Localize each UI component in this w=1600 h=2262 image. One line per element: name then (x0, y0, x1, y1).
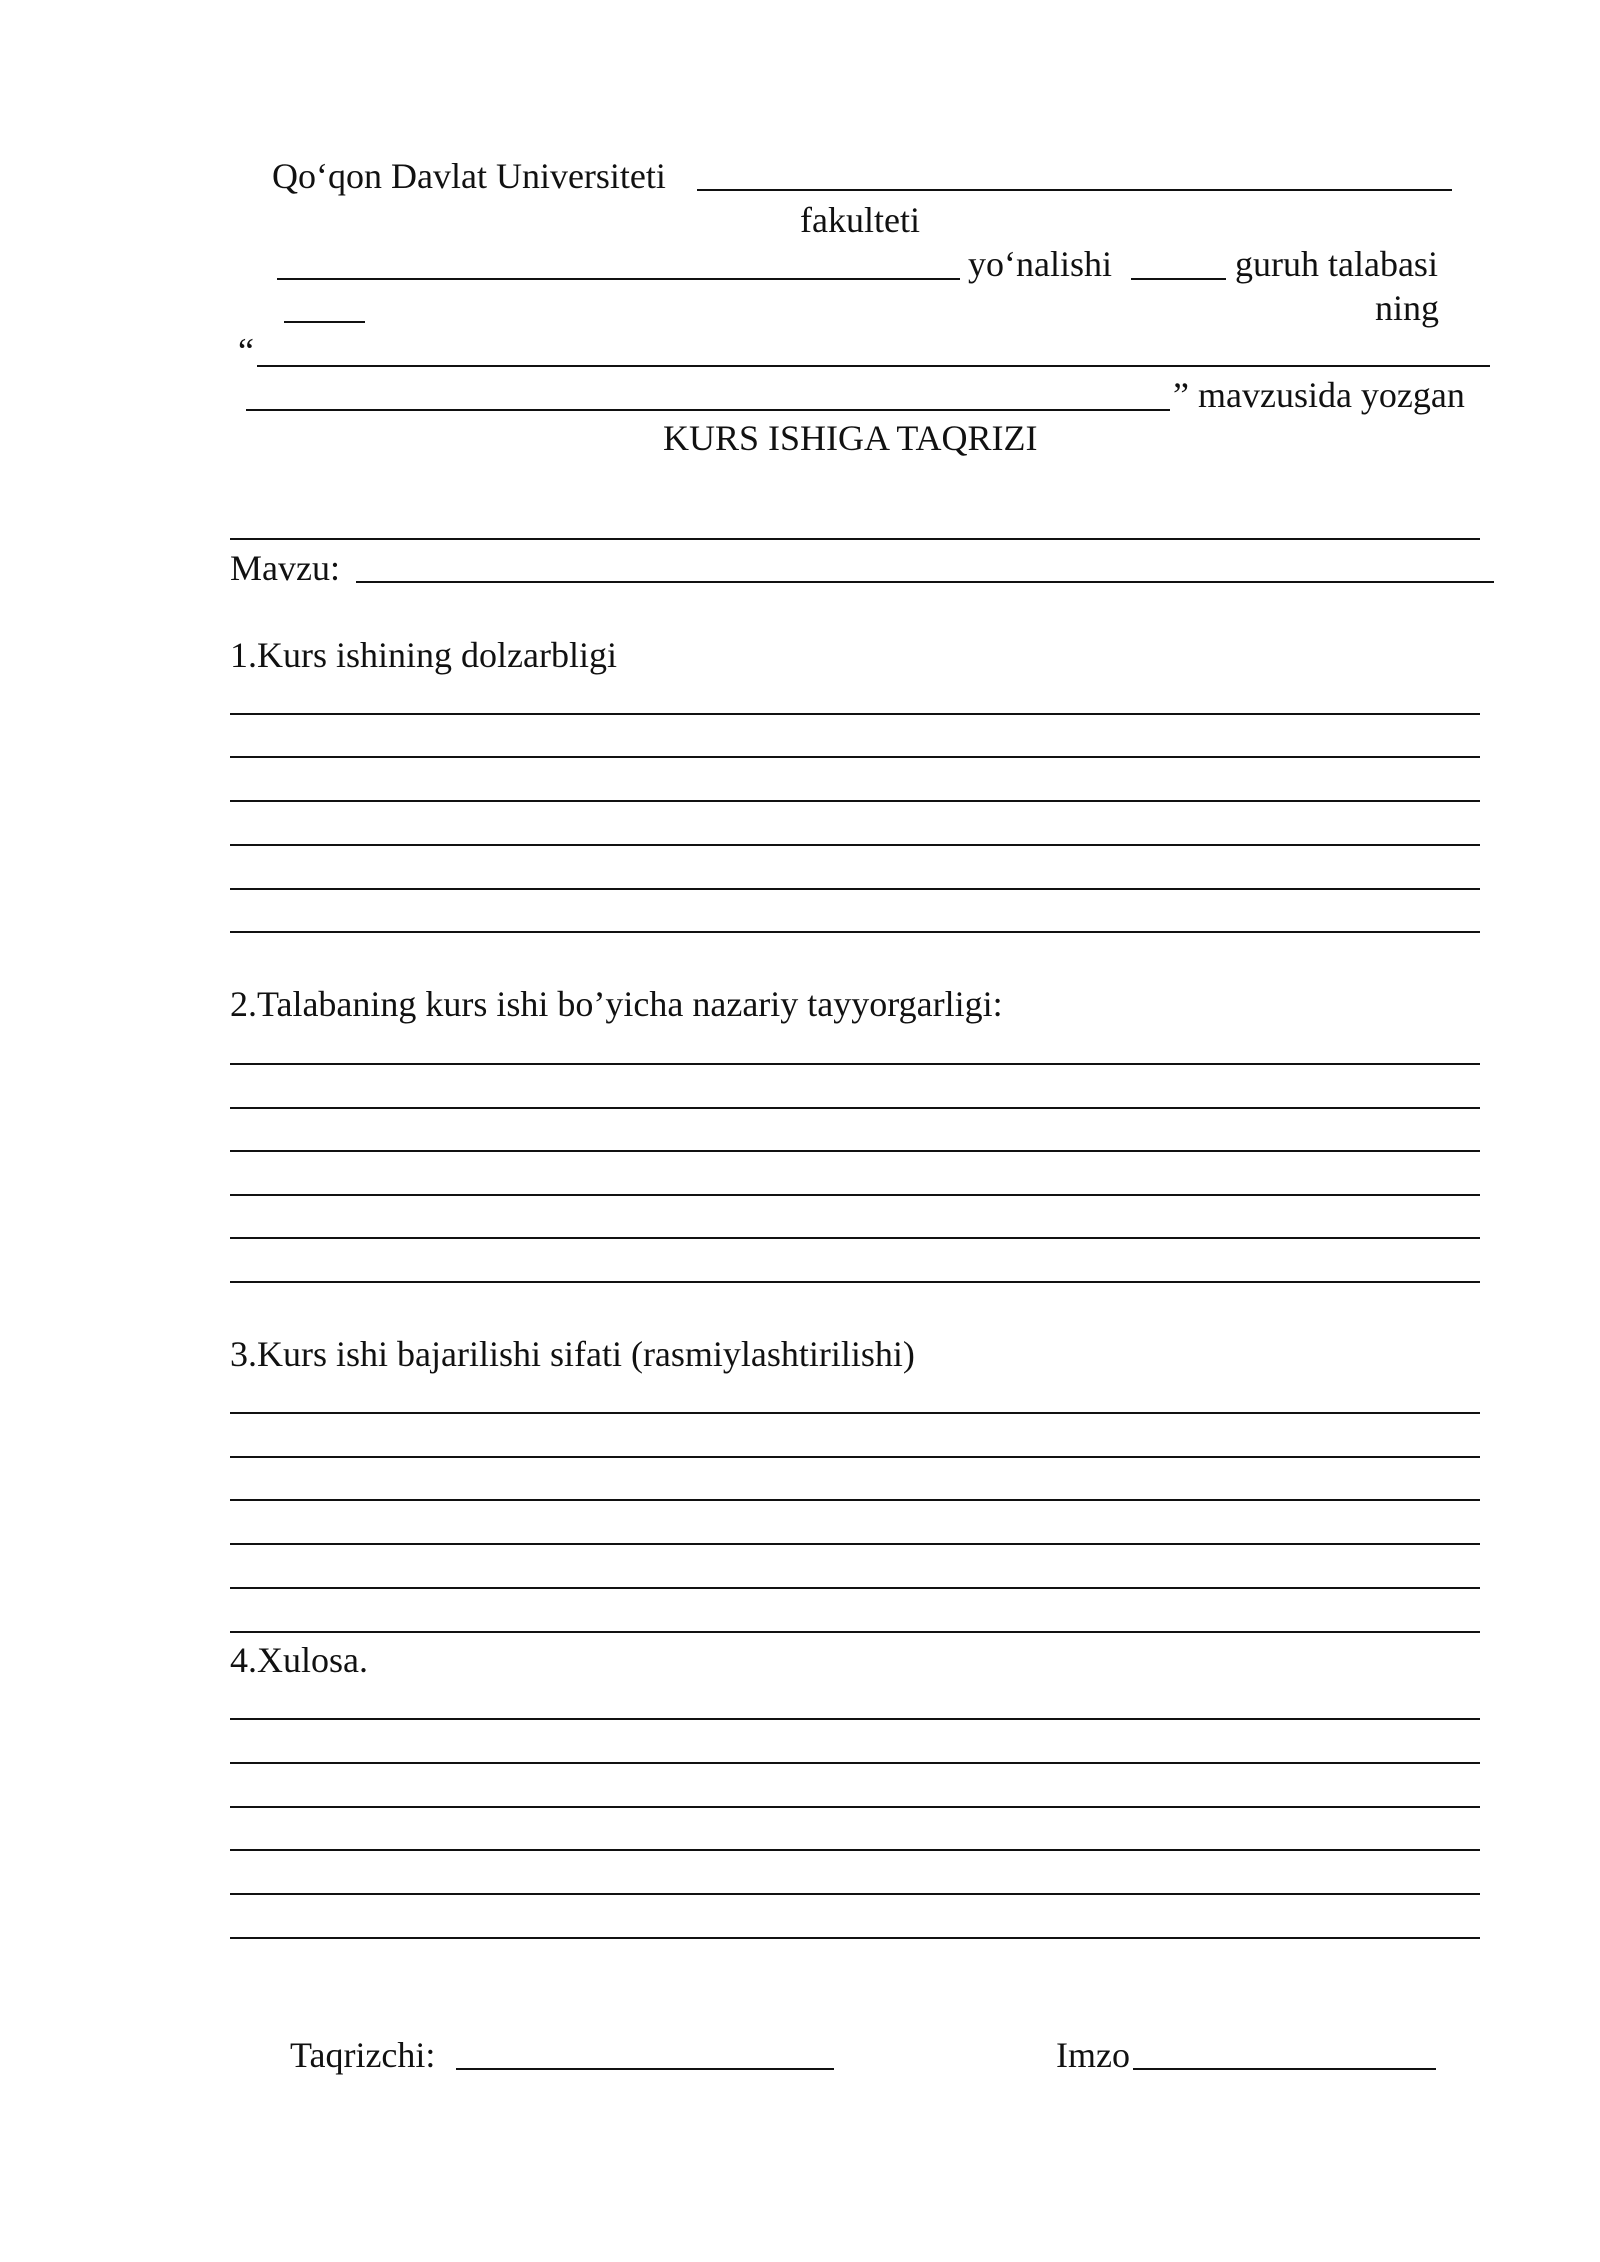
reviewer-name-field[interactable] (456, 2068, 834, 2070)
reviewer-label: Taqrizchi: (290, 2035, 436, 2075)
section-1-heading: 1.Kurs ishining dolzarbligi (230, 635, 617, 675)
section-1-line[interactable] (230, 713, 1480, 715)
blank-line[interactable] (230, 538, 1480, 540)
signature-label: Imzo (1056, 2035, 1130, 2075)
faculty-label: fakulteti (800, 200, 920, 240)
section-3-line[interactable] (230, 1456, 1480, 1458)
topic-line-1[interactable] (257, 365, 1490, 367)
group-field[interactable] (1131, 278, 1226, 280)
section-4-line[interactable] (230, 1893, 1480, 1895)
genitive-suffix: ning (1375, 288, 1440, 328)
section-1-line[interactable] (230, 931, 1480, 933)
section-3-line[interactable] (230, 1587, 1480, 1589)
section-4-line[interactable] (230, 1718, 1480, 1720)
open-quote: “ (238, 331, 254, 371)
section-1-line[interactable] (230, 844, 1480, 846)
direction-label: yo‘nalishi (968, 244, 1112, 284)
section-1-line[interactable] (230, 888, 1480, 890)
section-3-line[interactable] (230, 1412, 1480, 1414)
section-3-line[interactable] (230, 1499, 1480, 1501)
student-name-field[interactable] (284, 321, 365, 323)
signature-field[interactable] (1133, 2068, 1436, 2070)
section-3-heading: 3.Kurs ishi bajarilishi sifati (rasmiylashtirilishi) (230, 1334, 915, 1374)
group-student-label: guruh talabasi (1235, 244, 1438, 284)
section-2-line[interactable] (230, 1063, 1480, 1065)
topic-suffix: ” mavzusida yozgan (1173, 375, 1465, 415)
faculty-name-field[interactable] (697, 189, 1452, 191)
topic-label: Mavzu: (230, 548, 340, 588)
section-2-line[interactable] (230, 1107, 1480, 1109)
section-2-line[interactable] (230, 1150, 1480, 1152)
section-2-line[interactable] (230, 1281, 1480, 1283)
university-name: Qo‘qon Davlat Universiteti (272, 156, 666, 196)
section-4-heading: 4.Xulosa. (230, 1640, 368, 1680)
document-title: KURS ISHIGA TAQRIZI (663, 418, 1038, 458)
topic-field[interactable] (356, 581, 1494, 583)
section-2-heading: 2.Talabaning kurs ishi bo’yicha nazariy tayyorgarligi: (230, 984, 1003, 1024)
section-4-line[interactable] (230, 1762, 1480, 1764)
section-3-line[interactable] (230, 1543, 1480, 1545)
section-4-line[interactable] (230, 1937, 1480, 1939)
section-1-line[interactable] (230, 756, 1480, 758)
section-4-line[interactable] (230, 1806, 1480, 1808)
section-1-line[interactable] (230, 800, 1480, 802)
section-4-line[interactable] (230, 1849, 1480, 1851)
topic-line-2[interactable] (246, 409, 1170, 411)
section-3-line[interactable] (230, 1631, 1480, 1633)
direction-field[interactable] (277, 278, 960, 280)
section-2-line[interactable] (230, 1237, 1480, 1239)
section-2-line[interactable] (230, 1194, 1480, 1196)
